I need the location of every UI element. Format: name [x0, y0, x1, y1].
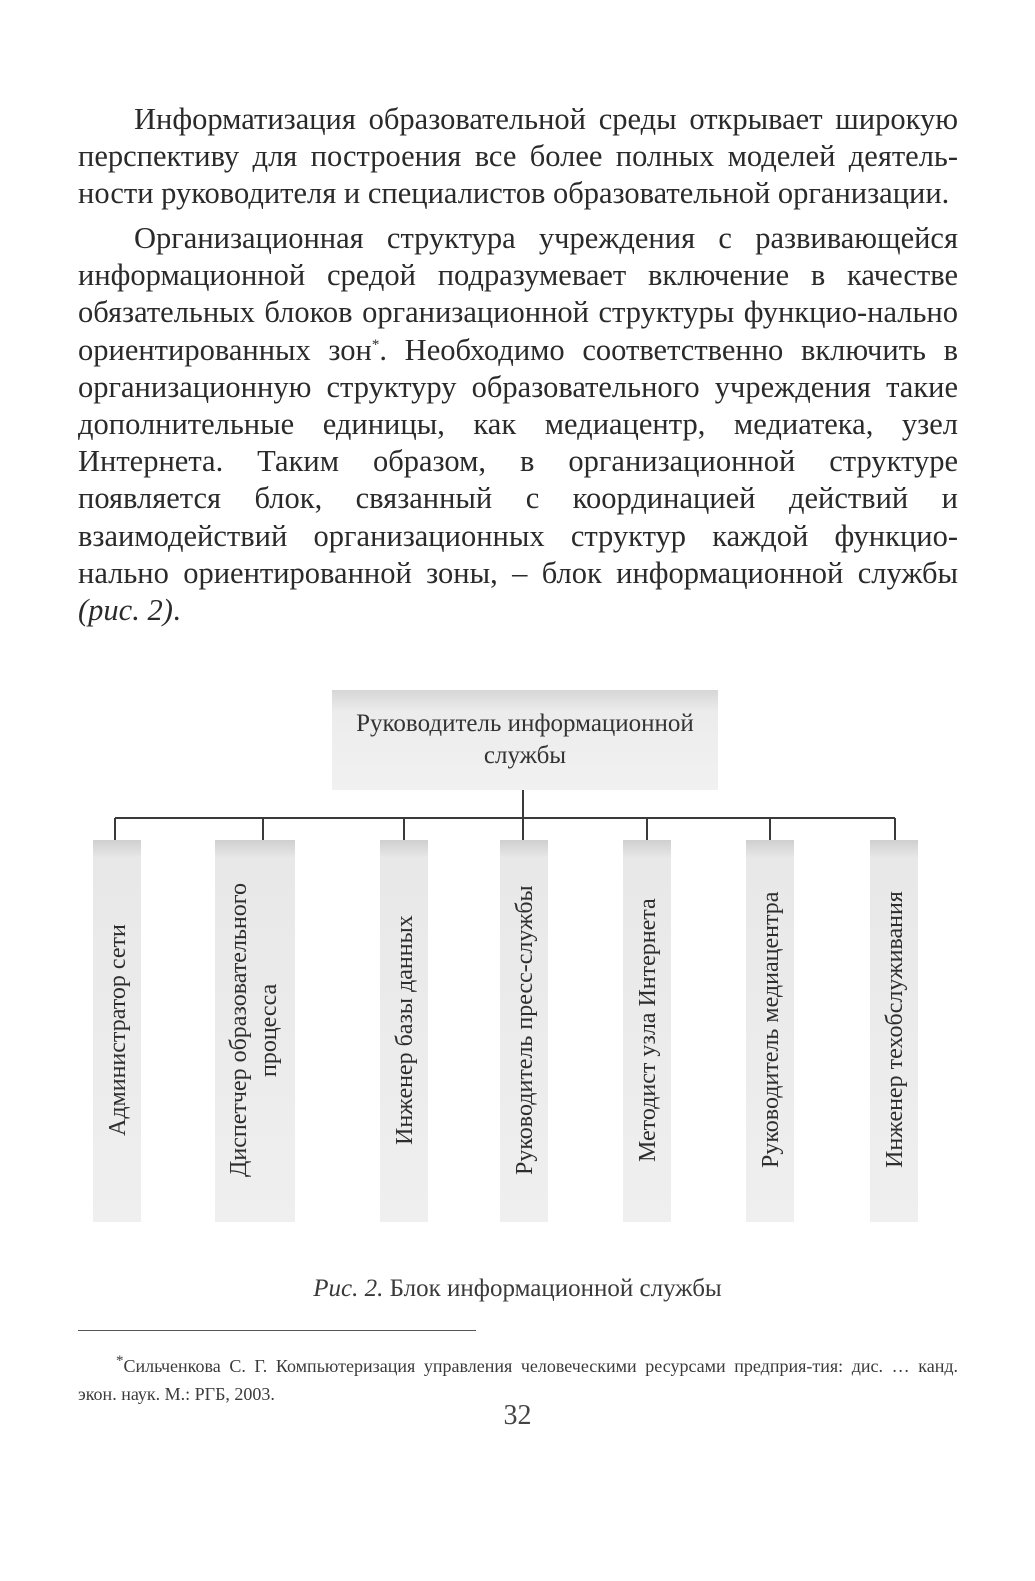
figure-reference: (рис. 2) [78, 593, 173, 628]
position-label: Диспетчер образовательного процесса [226, 883, 282, 1177]
figure-caption-prefix: Рис. 2. [313, 1275, 384, 1302]
paragraph-2 [78, 220, 958, 629]
footnote-text: Сильченкова С. Г. Компьютеризация управления человеческими ресурсами предприя-тия: дис. … канд. экон. наук. М.: РГБ, 2003. [78, 1356, 958, 1404]
paragraph-2-text-start: Организационная структура учреждения с развивающейся информационной средой подразумевает включение в качестве обязательных блоков организационной структуры функцио-нально ориентированных зон [78, 221, 958, 367]
position-label: Руководитель медиацентра [758, 891, 784, 1169]
paragraph-1-text: Информатизация образовательной среды открывает широкую перспективу для построения все более полных моделей деятель-ности руководителя и специалистов образовательной организации. [78, 102, 958, 211]
page-number: 32 [503, 1400, 532, 1431]
position-label: Методист узла Интернета [635, 898, 661, 1162]
footnote [78, 1347, 958, 1408]
position-label: Администратор сети [105, 924, 131, 1136]
paragraph-1 [78, 101, 958, 213]
position-label: Инженер техобслуживания [882, 891, 908, 1169]
paragraph-2-text-end: . Необходимо соответственно включить в организационную структуру образовательного учреждения такие дополнительные единицы, как медиацентр, медиатека, узел Интернета. Таким образом, в организационной структуре появляется блок, связанный с координацией действий и взаимодействий организационных структур каждой функцио-нально ориентированной зоны, – блок информационной службы [78, 332, 958, 590]
figure-caption-text: Блок информационной службы [383, 1275, 722, 1302]
head-box-label-line-2: службы [483, 742, 567, 769]
position-label: Руководитель пресс-службы [512, 885, 538, 1175]
footnote-mark: * [116, 1353, 124, 1369]
footnote-divider [78, 1330, 476, 1331]
footnote-marker: * [371, 336, 380, 353]
paragraph-2-period: . [172, 593, 181, 628]
figure-caption [0, 1275, 1035, 1303]
position-label: Инженер базы данных [392, 915, 418, 1145]
org-diagram [0, 660, 1035, 1240]
head-box-label-line-1: Руководитель информационной [356, 710, 694, 737]
